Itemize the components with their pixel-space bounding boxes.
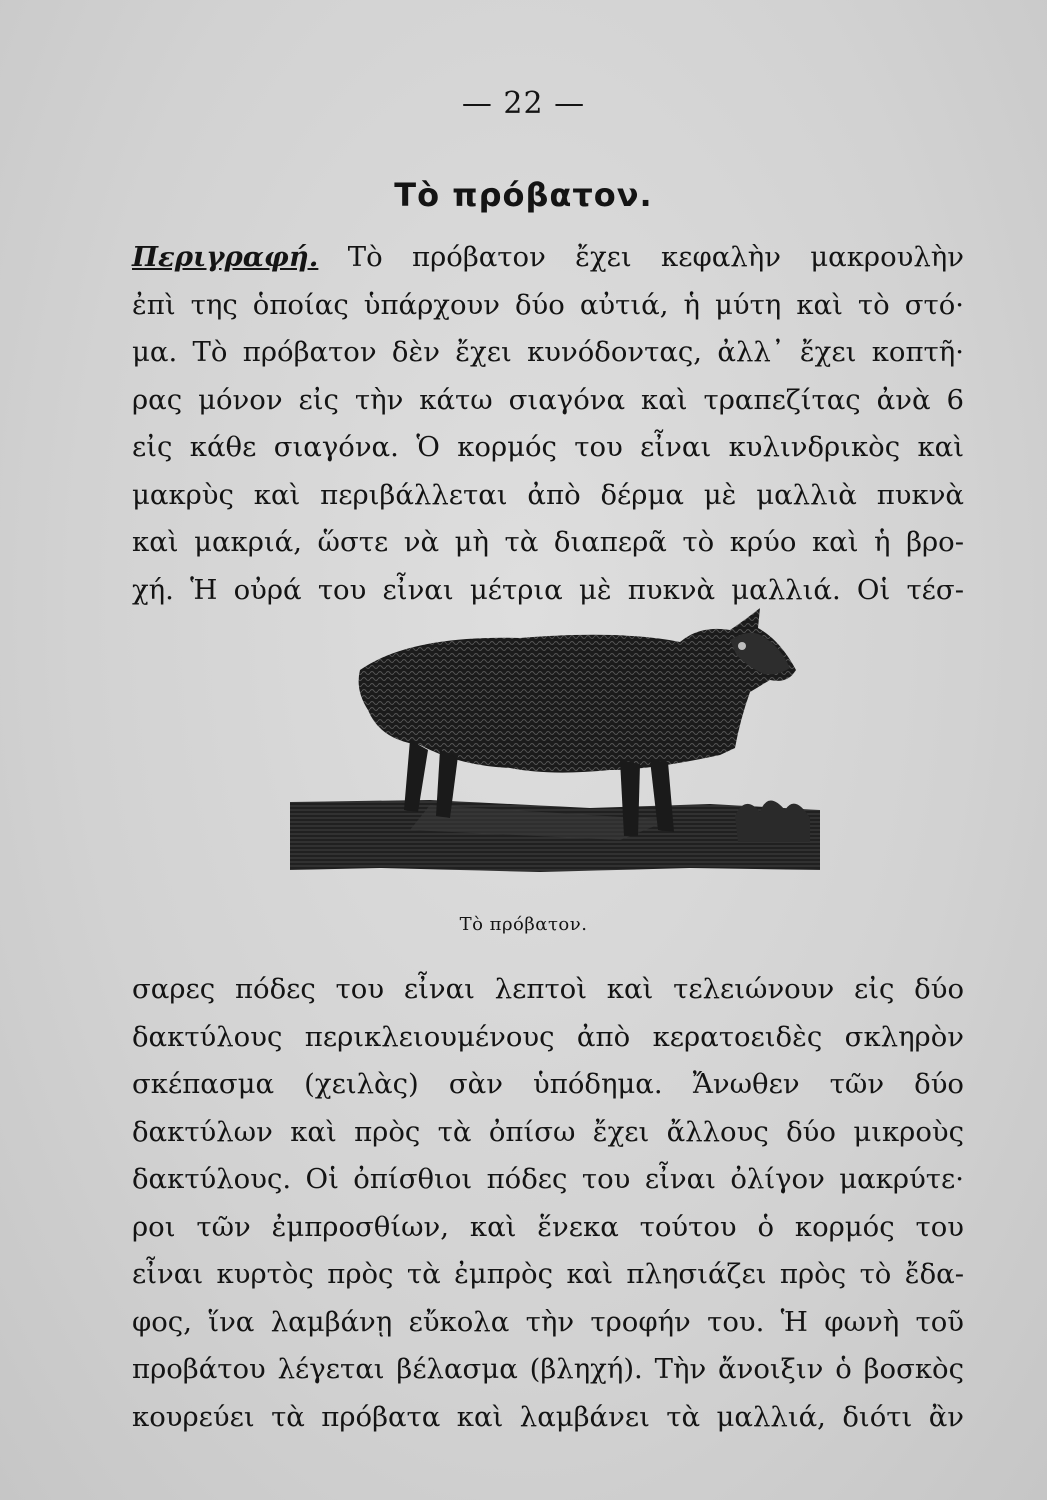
sheep-body <box>359 608 796 773</box>
paragraph-line: δακτύλους. Οἱ ὀπίσθιοι πόδες του εἶναι ὀλίγον μακρύτε· <box>132 1163 964 1195</box>
paragraph-line: χή. Ἡ οὐρά του εἶναι μέτρια μὲ πυκνὰ μαλλιά. Οἱ τέσ- <box>132 573 964 606</box>
paragraph-line: φος, ἵνα λαμβάνῃ εὔκολα τὴν τροφήν του. Ἡ φωνὴ τοῦ <box>132 1305 964 1338</box>
paragraph-line: σκέπασμα (χειλὰς) σὰν ὑπόδημα. Ἄνωθεν τῶν δύο <box>132 1068 964 1100</box>
section-lead: Περιγραφή. <box>132 241 319 273</box>
paragraph-line: ρας μόνον εἰς τὴν κάτω σιαγόνα καὶ τραπεζίτας ἀνὰ 6 <box>132 383 964 416</box>
paragraph-line: μα. Τὸ πρόβατον δὲν ἔχει κυνόδοντας, ἀλλ᾽ ἔχει κοπτῆ· <box>132 336 964 368</box>
paragraph-line: εἰς κάθε σιαγόνα. Ὁ κορμός του εἶναι κυλινδρικὸς καὶ <box>132 431 964 463</box>
paragraph-line: Περιγραφή. Τὸ πρόβατον ἔχει κεφαλὴν μακρουλὴν <box>132 241 964 273</box>
paragraph-line: μακρὺς καὶ περιβάλλεται ἀπὸ δέρμα μὲ μαλλιὰ πυκνὰ <box>132 478 964 511</box>
page-title: Τὸ πρόβατον. <box>394 176 653 214</box>
paragraph-line: καὶ μακριά, ὥστε νὰ μὴ τὰ διαπερᾶ τὸ κρύο καὶ ἡ βρο- <box>132 526 964 558</box>
paragraph-line: δακτύλων καὶ πρὸς τὰ ὀπίσω ἔχει ἄλλους δύο μικροὺς <box>132 1115 964 1148</box>
paragraph-line: δακτύλους περικλειουμένους ἀπὸ κερατοειδὲς σκληρὸν <box>132 1020 964 1053</box>
paragraph-line: προβάτου λέγεται βέλασμα (βληχή). Τὴν ἄνοιξιν ὁ βοσκὸς <box>132 1353 964 1385</box>
paragraph-description <box>132 234 964 614</box>
page-number: — 22 — <box>461 86 586 121</box>
paragraph-continued <box>132 966 964 1441</box>
paragraph-line: κουρεύει τὰ πρόβατα καὶ λαμβάνει τὰ μαλλιά, διότι ἂν <box>132 1400 964 1433</box>
paragraph-line: ροι τῶν ἐμπροσθίων, καὶ ἕνεκα τούτου ὁ κορμός του <box>132 1210 964 1243</box>
figure-caption: Τὸ πρόβατον. <box>459 914 588 935</box>
sheep-illustration <box>290 580 820 880</box>
paragraph-line: εἶναι κυρτὸς πρὸς τὰ ἐμπρὸς καὶ πλησιάζει πρὸς τὸ ἔδα- <box>132 1258 964 1290</box>
paragraph-line: ἐπὶ της ὁποίας ὑπάρχουν δύο αὐτιά, ἡ μύτη καὶ τὸ στό· <box>132 288 964 321</box>
paragraph-line: σαρες πόδες του εἶναι λεπτοὶ καὶ τελειώνουν εἰς δύο <box>132 973 964 1005</box>
